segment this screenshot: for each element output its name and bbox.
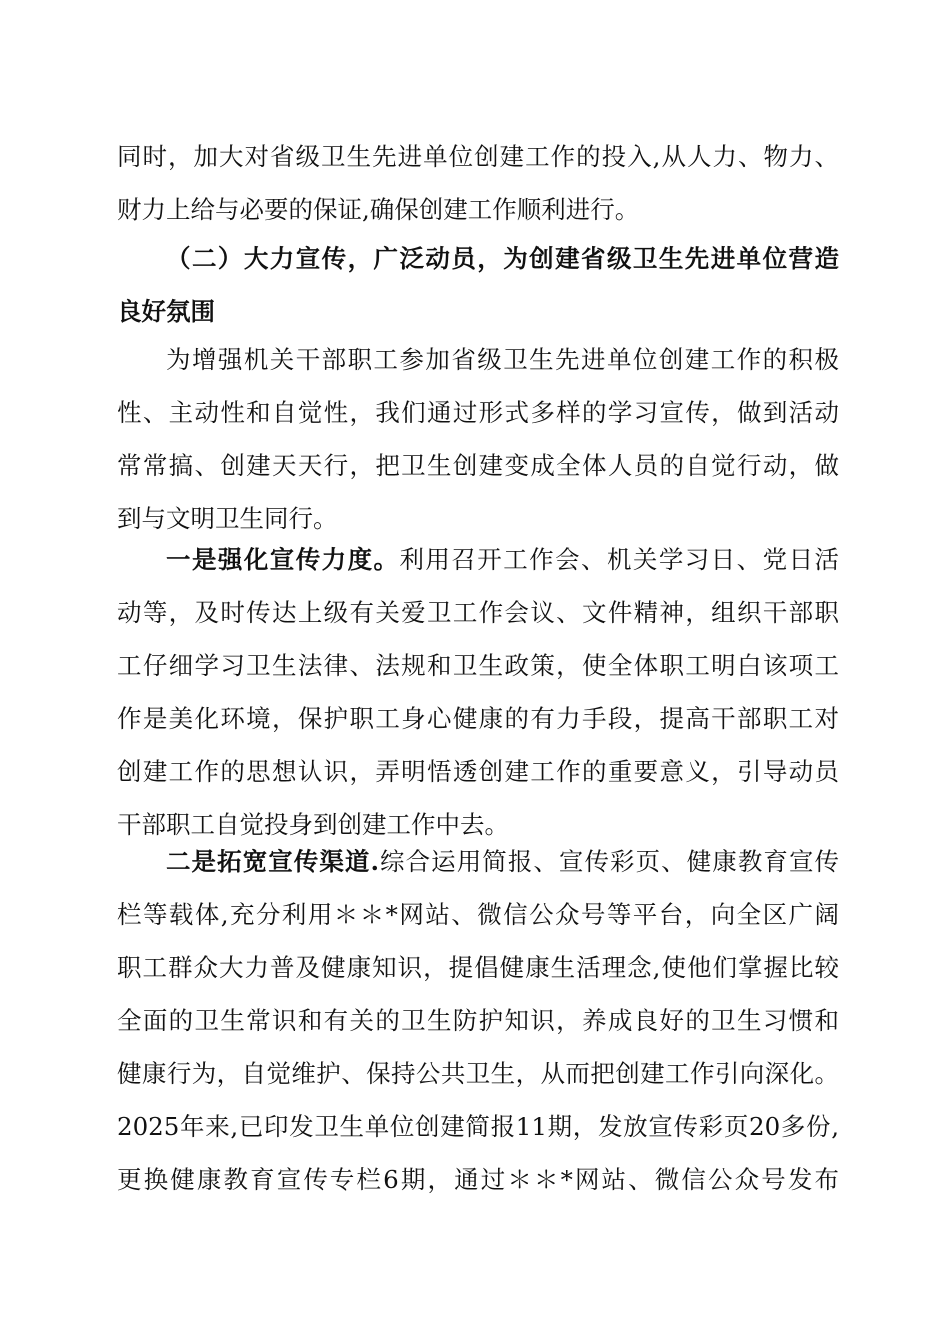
heading-line: 良好氛围 xyxy=(117,297,215,326)
text-line: 更换健康教育宣传专栏6期，通过＊＊*网站、微信公众号发布 xyxy=(117,1165,839,1194)
text-line: 健康行为，自觉维护、保持公共卫生，从而把创建工作引向深化。 xyxy=(117,1059,839,1088)
text-line: 同时，加大对省级卫生先进单位创建工作的投入,从人力、物力、 xyxy=(117,142,839,171)
text-line: 为增强机关干部职工参加省级卫生先进单位创建工作的积极 xyxy=(166,345,839,374)
text-line: 全面的卫生常识和有关的卫生防护知识，养成良好的卫生习惯和 xyxy=(117,1006,839,1035)
paragraph-continuation xyxy=(117,130,839,236)
text-line: 常常搞、创建天天行，把卫生创建变成全体人员的自觉行动，做 xyxy=(117,451,839,480)
text-line: 创建工作的思想认识，弄明悟透创建工作的重要意义，引导动员 xyxy=(117,757,839,786)
text-line: 财力上给与必要的保证,确保创建工作顺利进行。 xyxy=(117,195,640,224)
paragraph-intro xyxy=(117,333,839,545)
paragraph-lead: 二是拓宽宣传渠道. xyxy=(166,847,379,876)
text-line: 职工群众大力普及健康知识，提倡健康生活理念,使他们掌握比较 xyxy=(117,953,839,982)
text-line: 到与文明卫生同行。 xyxy=(117,504,338,533)
text-line: 性、主动性和自觉性，我们通过形式多样的学习宣传，做到活动 xyxy=(117,398,839,427)
text-line: 动等，及时传达上级有关爱卫工作会议、文件精神，组织干部职 xyxy=(117,598,839,627)
paragraph-strengthen-publicity xyxy=(117,533,839,851)
section-heading xyxy=(117,232,839,338)
text-line-rest: 利用召开工作会、机关学习日、党日活 xyxy=(399,545,839,574)
text-line xyxy=(117,533,839,586)
paragraph-broaden-channels xyxy=(117,835,839,1206)
text-line xyxy=(117,835,839,888)
text-line: 栏等载体,充分利用＊＊*网站、微信公众号等平台，向全区广阔 xyxy=(117,900,839,929)
paragraph-lead: 一是强化宣传力度。 xyxy=(166,545,400,574)
text-line: 作是美化环境，保护职工身心健康的有力手段，提高干部职工对 xyxy=(117,704,839,733)
heading-line: （二）大力宣传，广泛动员，为创建省级卫生先进单位营造 xyxy=(166,244,839,273)
text-line: 工仔细学习卫生法律、法规和卫生政策，使全体职工明白该项工 xyxy=(117,651,839,680)
text-line: 干部职工自觉投身到创建工作中去。 xyxy=(117,810,509,839)
text-line-rest: 综合运用简报、宣传彩页、健康教育宣传 xyxy=(378,847,839,876)
text-line: 2025年来,已印发卫生单位创建简报11期，发放宣传彩页20多份, xyxy=(117,1112,839,1141)
